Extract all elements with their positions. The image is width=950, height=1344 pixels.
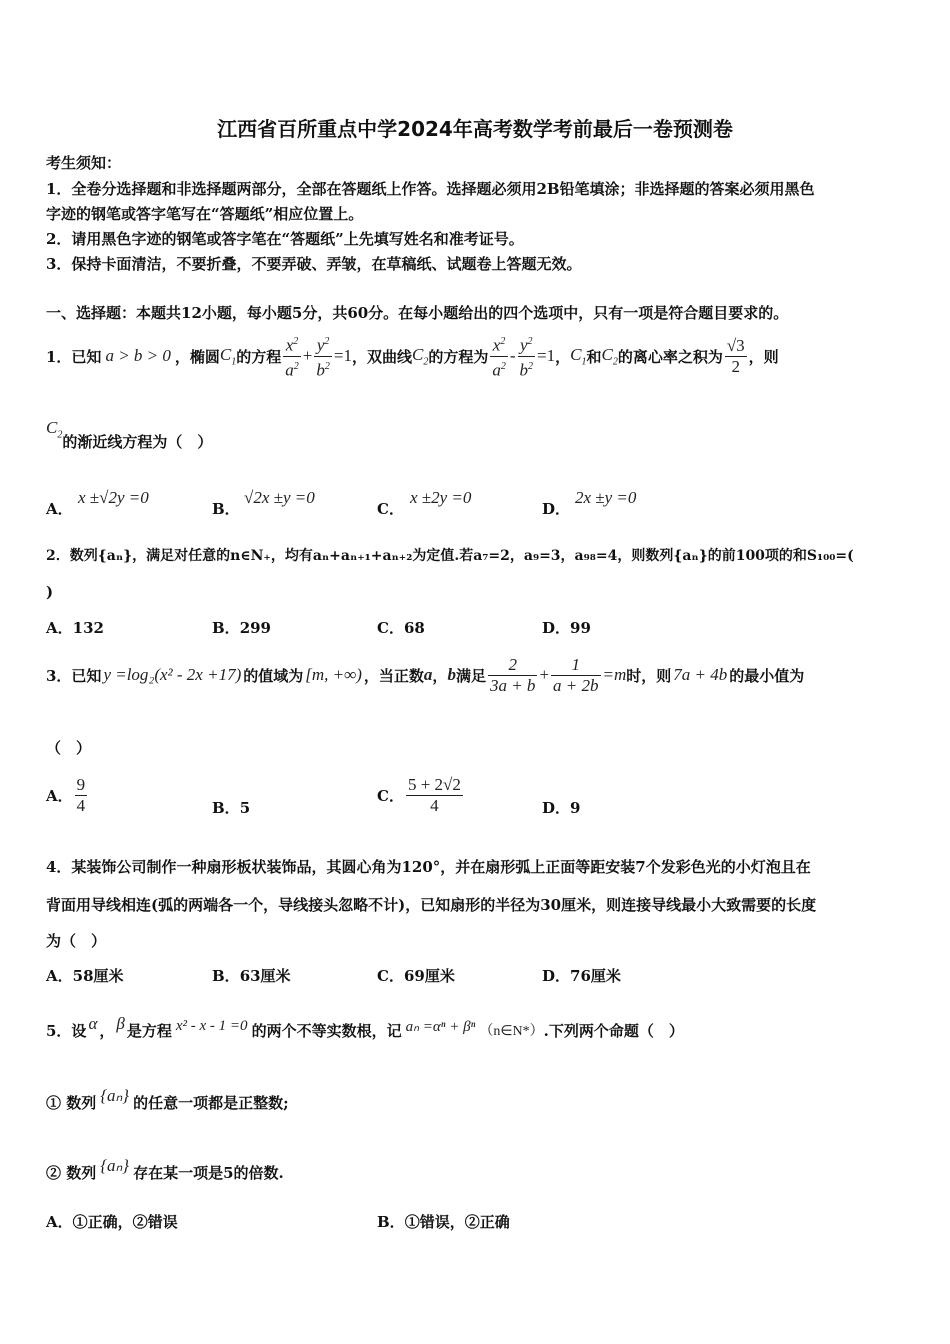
option-b-math: √2x ±y =0 bbox=[244, 488, 315, 507]
question-5 bbox=[46, 1012, 684, 1048]
hyperbola-fraction-y: $\frac{y^2}{b^2}$ bbox=[519, 335, 533, 380]
option-c-math: x ±2y =0 bbox=[410, 488, 472, 507]
q5-condition: （n∈N*） bbox=[479, 1024, 544, 1039]
q1-text: ，则 bbox=[748, 347, 779, 366]
beta-symbol: β bbox=[116, 1014, 125, 1033]
q3-text: ， bbox=[432, 666, 448, 685]
option-b[interactable]: B．63厘米 bbox=[212, 967, 291, 985]
section-header: 一、选择题：本题共12小题，每小题5分，共60分。在每小题给出的四个选项中，只有一项是符合题目要求的。 bbox=[46, 304, 789, 322]
proposition-text: ① 数列 bbox=[46, 1093, 97, 1112]
option-d[interactable]: D．9 bbox=[542, 799, 581, 817]
var-a: a bbox=[423, 665, 433, 684]
c2-symbol: $C_2$ bbox=[601, 344, 618, 368]
q3-expr: 7a + 4b bbox=[673, 665, 728, 684]
option-c[interactable]: C．69厘米 bbox=[377, 967, 455, 985]
q3-function: y =log₂(x² - 2x +17) bbox=[103, 665, 242, 684]
q5-definition: aₙ =αⁿ + βⁿ bbox=[405, 1018, 476, 1035]
ellipse-fraction-y: $\frac{y^2}{b^2}$ bbox=[316, 335, 330, 380]
q1-text: 的方程 bbox=[236, 347, 282, 366]
c2-symbol: $C_2$ bbox=[46, 418, 63, 441]
question-3 bbox=[46, 650, 804, 700]
proposition-text: ② 数列 bbox=[46, 1163, 97, 1182]
question-4: 4．某装饰公司制作一种扇形板状装饰品，其圆心角为120°，并在扇形弧上正面等距安装7个发彩色光的小灯泡且在 bbox=[46, 858, 811, 876]
q3-text: 的最小值为 bbox=[729, 666, 805, 685]
ellipse-fraction-x: $\frac{x^2}{a^2}$ bbox=[285, 335, 299, 380]
ellipse-eq: =1 bbox=[333, 346, 352, 365]
q3-range: [m, +∞) bbox=[305, 665, 362, 684]
option-d[interactable]: D．99 bbox=[542, 619, 591, 637]
proposition-1 bbox=[46, 1085, 289, 1119]
hyperbola-fraction-x: $\frac{x^2}{a^2}$ bbox=[492, 335, 506, 380]
question-4-line2: 背面用导线相连(弧的两端各一个，导线接头忽略不计)，已知扇形的半径为30厘米，则连接导线最小大致需要的长度 bbox=[46, 896, 817, 914]
q5-text: .下列两个命题（ ） bbox=[543, 1021, 684, 1040]
option-c-fraction: $\frac{5 + 2√2}{4}$ bbox=[407, 774, 461, 815]
q3-text: ，当正数 bbox=[363, 666, 424, 685]
q3-text: 3．已知 bbox=[46, 666, 102, 685]
q5-text: 的两个不等实数根，记 bbox=[251, 1021, 402, 1040]
option-a-math: x ±√2y =0 bbox=[78, 488, 149, 507]
option-a-fraction: $\frac{9}{4}$ bbox=[76, 774, 86, 815]
option-b[interactable]: B．299 bbox=[212, 619, 271, 637]
question-4-line3: 为（ ） bbox=[46, 932, 107, 950]
q1-text: 的方程为 bbox=[428, 347, 489, 366]
proposition-text: 存在某一项是5的倍数. bbox=[133, 1163, 284, 1182]
q3-fraction-1: $\frac{2}{3a + b}$ bbox=[489, 654, 536, 695]
notice-item: 字迹的钢笔或答字笔写在“答题纸”相应位置上。 bbox=[46, 205, 364, 223]
q1-text: 1．已知 bbox=[46, 347, 102, 366]
sequence-symbol: {aₙ} bbox=[100, 1086, 130, 1105]
q1-text: ， bbox=[555, 347, 571, 366]
option-d[interactable]: D．76厘米 bbox=[542, 967, 621, 985]
proposition-text: 的任意一项都是正整数; bbox=[133, 1093, 289, 1112]
c1-symbol: $C_1$ bbox=[219, 344, 237, 368]
question-1: 1．已知 a > b > 0 ，椭圆 $C_1$ 的方程 $\frac{x^2}{a^2}$ + $\frac{y^2}{b^2}$ =1 ，双曲线 $C_2$ 的方程为 $\frac{x^2}{a^2}$ - $\frac{y^2}{b^2}$ =1 ， $C_1$ 和 $C_2$ 的离心率之积为 $\frac{√3}{2}$ ，则 bbox=[46, 330, 779, 382]
option-b[interactable]: B． bbox=[212, 500, 240, 518]
notice-heading: 考生须知： bbox=[46, 154, 122, 172]
option-a[interactable]: A．①正确，②错误 bbox=[46, 1213, 178, 1231]
q5-text: 5．设 bbox=[46, 1021, 87, 1040]
q5-equation: x² - x - 1 =0 bbox=[175, 1017, 248, 1034]
option-d[interactable]: D． bbox=[542, 500, 571, 518]
c2-symbol: $C_2$ bbox=[411, 344, 429, 368]
option-b[interactable]: B．①错误，②正确 bbox=[377, 1213, 510, 1231]
option-a[interactable]: A．58厘米 bbox=[46, 967, 124, 985]
q5-text: 是方程 bbox=[126, 1021, 172, 1040]
q3-text: 满足 bbox=[455, 666, 486, 685]
option-a[interactable]: A． bbox=[46, 500, 73, 518]
option-c[interactable]: C． bbox=[377, 500, 404, 518]
question-2: 2．数列{aₙ}，满足对任意的n∈N₊，均有aₙ+aₙ₊₁+aₙ₊₂为定值.若a₇=2，a₉=3，a₉₈=4，则数列{aₙ}的前100项的和S₁₀₀=( bbox=[46, 548, 854, 564]
q1-condition: a > b > 0 bbox=[105, 346, 171, 365]
q5-text: ， bbox=[99, 1021, 115, 1040]
notice-item: 3．保持卡面清洁，不要折叠，不要弄破、弄皱，在草稿纸、试题卷上答题无效。 bbox=[46, 255, 582, 273]
q1-text: ，椭圆 bbox=[174, 347, 220, 366]
q1-text: ，双曲线 bbox=[351, 347, 412, 366]
page-title: 江西省百所重点中学2024年高考数学考前最后一卷预测卷 bbox=[217, 117, 733, 141]
q3-eq: =m bbox=[602, 665, 627, 684]
q1-text: 和 bbox=[586, 347, 602, 366]
option-a[interactable]: A．132 bbox=[46, 619, 104, 637]
var-b: b bbox=[447, 665, 456, 684]
option-c[interactable]: C． $\frac{5 + 2√2}{4}$ bbox=[377, 774, 461, 815]
notice-item: 1．全卷分选择题和非选择题两部分，全部在答题纸上作答。选择题必须用2B铅笔填涂；非选择题的答案必须用黑色 bbox=[46, 180, 815, 198]
notice-item: 2．请用黑色字迹的钢笔或答字笔在“答题纸”上先填写姓名和准考证号。 bbox=[46, 230, 524, 248]
sequence-symbol: {aₙ} bbox=[100, 1156, 130, 1175]
question-2-line2: ) bbox=[46, 583, 54, 601]
proposition-2 bbox=[46, 1155, 284, 1189]
question-3-line2: （ ） bbox=[46, 739, 92, 757]
option-d-math: 2x ±y =0 bbox=[575, 488, 637, 507]
option-a[interactable]: A． $\frac{9}{4}$ bbox=[46, 774, 86, 815]
eccentricity-product: $\frac{√3}{2}$ bbox=[726, 335, 745, 376]
plus-sign: + bbox=[539, 665, 550, 684]
option-b[interactable]: B．5 bbox=[212, 799, 251, 817]
hyperbola-eq: =1 bbox=[537, 346, 556, 365]
alpha-symbol: α bbox=[88, 1014, 98, 1033]
q3-text: 的值域为 bbox=[243, 666, 304, 685]
option-c[interactable]: C．68 bbox=[377, 619, 425, 637]
c1-symbol: $C_1$ bbox=[570, 344, 587, 368]
q3-text: 时，则 bbox=[626, 666, 672, 685]
q3-fraction-2: $\frac{1}{a + 2b}$ bbox=[553, 654, 599, 695]
q1-line2 bbox=[46, 418, 213, 452]
q1-text: 的渐近线方程为（ ） bbox=[62, 433, 213, 452]
q1-text: 的离心率之积为 bbox=[617, 347, 723, 366]
